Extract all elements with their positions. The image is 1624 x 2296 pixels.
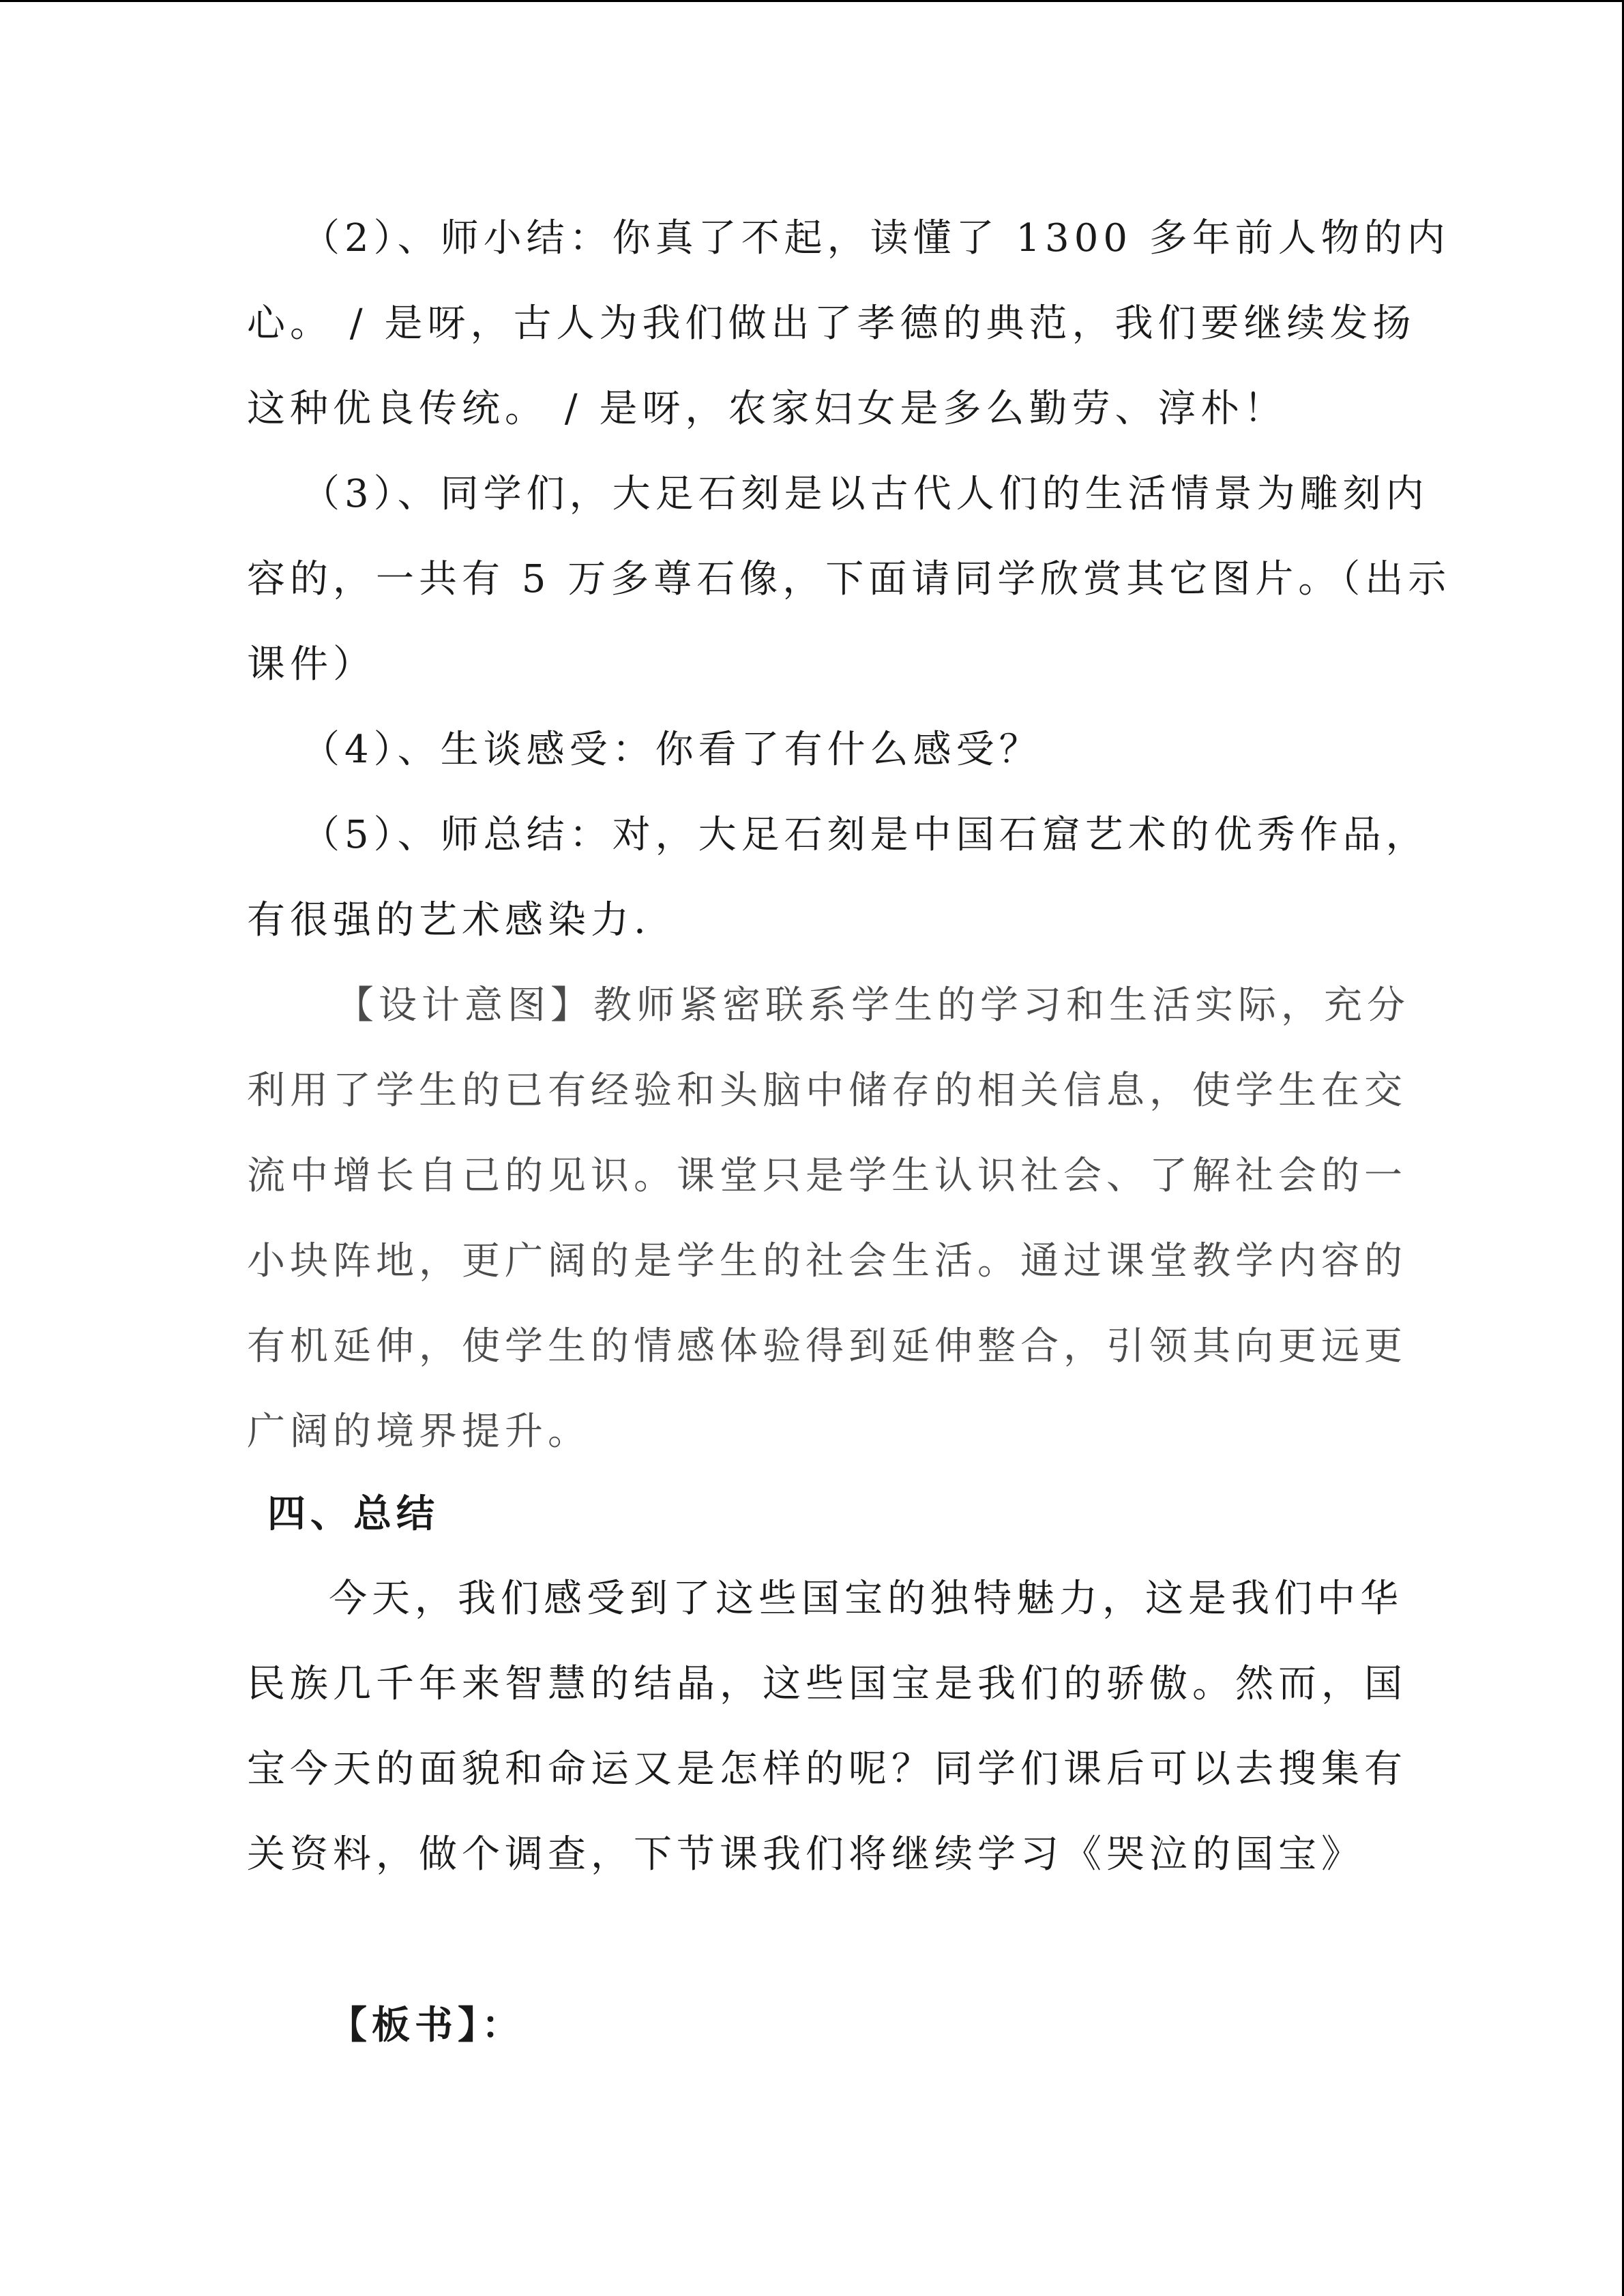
- design-intent-line-6: 广阔的境界提升。: [247, 1410, 591, 1454]
- design-intent-line-3: 流中增长自己的见识。课堂只是学生认识社会、了解社会的一: [247, 1154, 1407, 1198]
- design-intent-line-1: 【设计意图】教师紧密联系学生的学习和生活实际，充分: [336, 983, 1410, 1028]
- design-intent-line-5: 有机延伸，使学生的情感体验得到延伸整合，引领其向更远更: [247, 1324, 1407, 1369]
- paragraph-2-line-1: （2）、师小结：你真了不起，读懂了 1300 多年前人物的内: [301, 216, 1450, 260]
- summary-line-3: 宝今天的面貌和命运又是怎样的呢？同学们课后可以去搜集有: [247, 1747, 1407, 1791]
- paragraph-4: （4）、生谈感受：你看了有什么感受？: [301, 728, 1042, 772]
- board-heading: 【板书】：: [329, 2003, 525, 2048]
- design-intent-line-2: 利用了学生的已有经验和头脑中储存的相关信息，使学生在交: [247, 1069, 1407, 1113]
- paragraph-2-line-2: 心。 / 是呀，古人为我们做出了孝德的典范，我们要继续发扬: [247, 301, 1416, 346]
- summary-line-1: 今天，我们感受到了这些国宝的独特魅力，这是我们中华: [329, 1577, 1403, 1621]
- paragraph-3-line-3: 课件）: [247, 642, 376, 687]
- design-intent-line-4: 小块阵地，更广阔的是学生的社会生活。通过课堂教学内容的: [247, 1239, 1407, 1283]
- paragraph-5-line-2: 有很强的艺术感染力.: [247, 898, 651, 942]
- page-border-top: [0, 0, 1624, 2]
- summary-line-4: 关资料，做个调查，下节课我们将继续学习《哭泣的国宝》: [247, 1832, 1364, 1877]
- summary-line-2: 民族几千年来智慧的结晶，这些国宝是我们的骄傲。然而，国: [247, 1662, 1407, 1706]
- paragraph-3-line-1: （3）、同学们，大足石刻是以古代人们的生活情景为雕刻内: [301, 472, 1429, 516]
- paragraph-2-line-3: 这种优良传统。 / 是呀，农家妇女是多么勤劳、淳朴！: [247, 387, 1287, 431]
- section-heading-summary: 四、总结: [267, 1491, 439, 1536]
- paragraph-3-line-2: 容的，一共有 5 万多尊石像，下面请同学欣赏其它图片。（出示: [247, 557, 1451, 601]
- paragraph-5-line-1: （5）、师总结：对，大足石刻是中国石窟艺术的优秀作品，: [301, 813, 1429, 857]
